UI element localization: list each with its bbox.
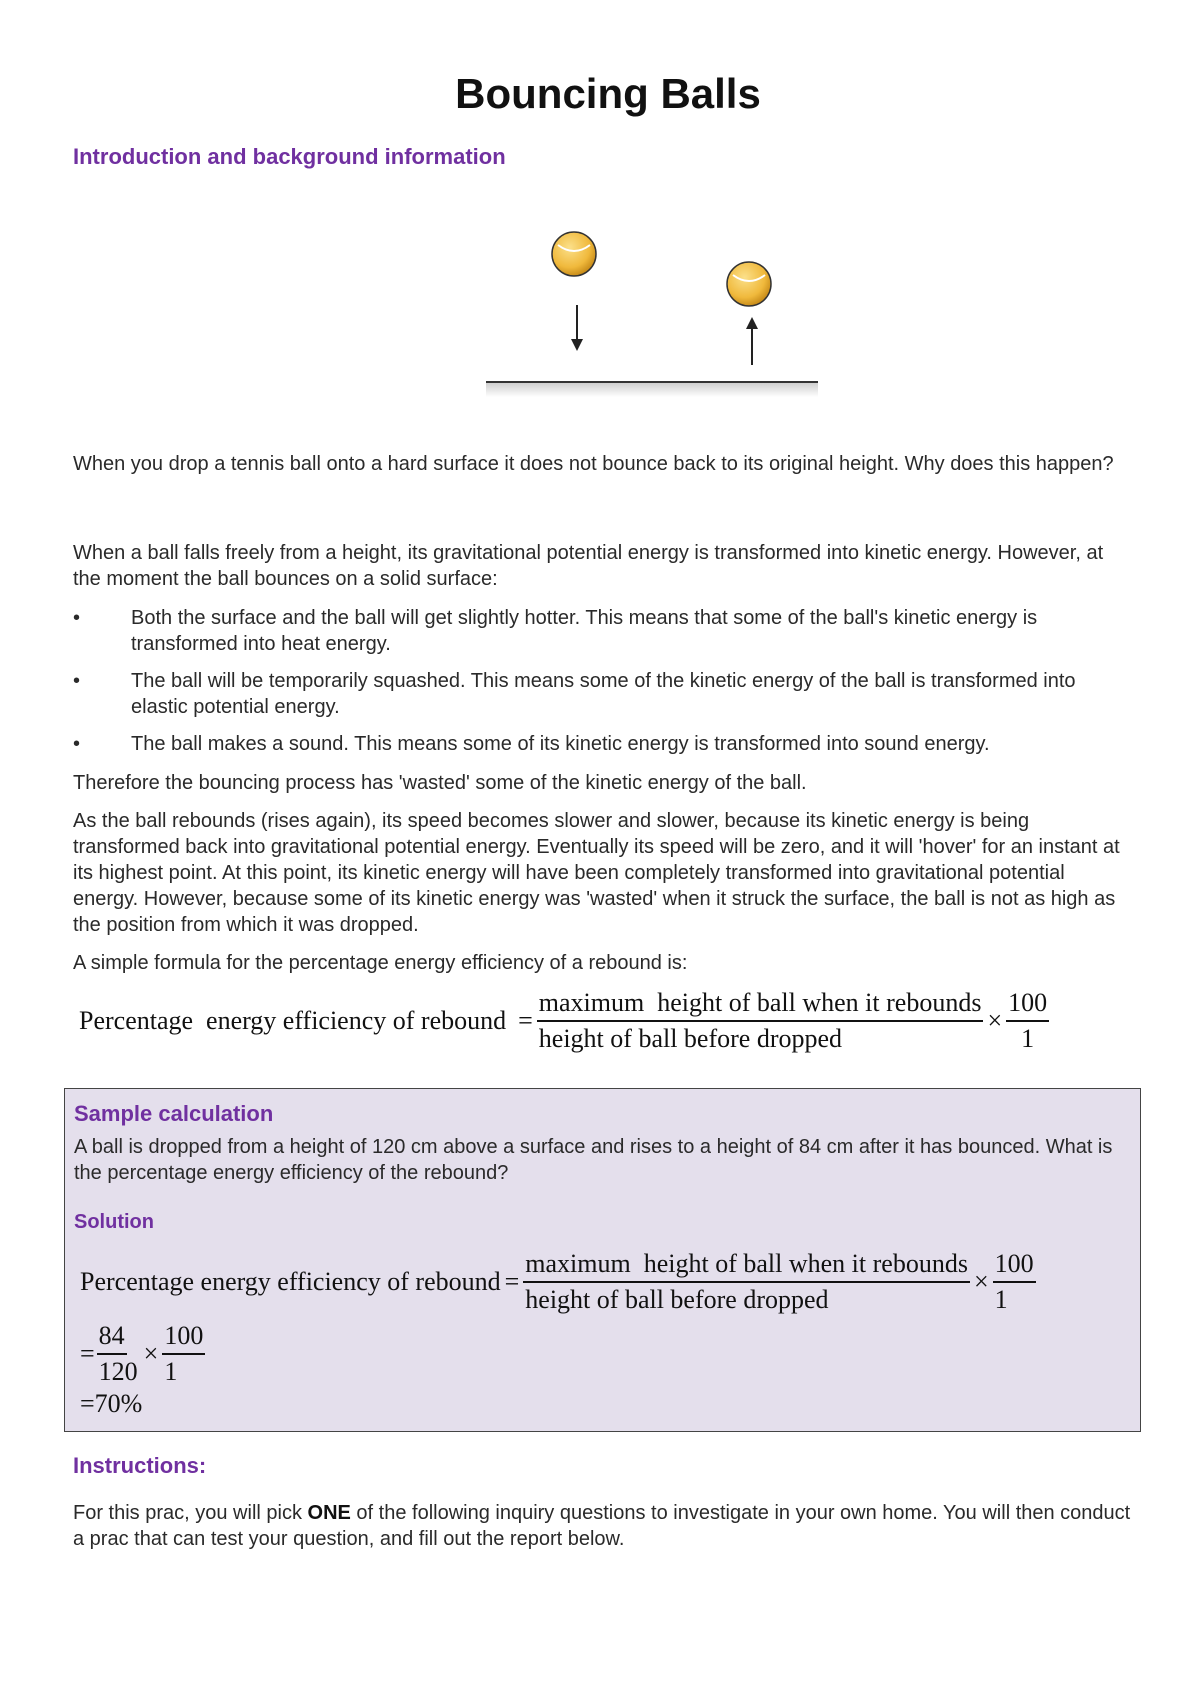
intro-heading: Introduction and background information bbox=[73, 144, 506, 169]
paragraph-1: When you drop a tennis ball onto a hard surface it does not bounce back to its original height. Why does this happen? bbox=[73, 453, 1114, 475]
bullet-glyph: • bbox=[73, 607, 81, 629]
instructions-text: For this prac, you will pick ONE of the following inquiry questions to investigate in your own home. You will then conduct a prac that can test your question, and fill out the report below. bbox=[73, 1502, 1131, 1550]
surface-shadow bbox=[486, 383, 818, 397]
bullet-glyph: • bbox=[73, 733, 81, 755]
bullet-glyph: • bbox=[73, 670, 81, 692]
formula-den2: 1 bbox=[1021, 1024, 1035, 1053]
paragraph-3: Therefore the bouncing process has 'wasted' some of the kinetic energy of the ball. bbox=[73, 772, 807, 794]
sample-text: A ball is dropped from a height of 120 cm above a surface and rises to a height of 84 cm after it has bounced. What is the percentage energy efficiency of the rebound? bbox=[74, 1136, 1113, 1184]
solution-heading: Solution bbox=[74, 1211, 154, 1233]
solution-step-equals: = bbox=[80, 1339, 95, 1368]
bullet-list bbox=[73, 605, 1133, 768]
falling-ball-icon bbox=[552, 232, 596, 276]
solution-formula-lhs: Percentage energy efficiency of rebound bbox=[80, 1267, 501, 1296]
solution-step-num2: 100 bbox=[162, 1321, 205, 1355]
formula-main-fraction bbox=[537, 988, 984, 1054]
solution-formula-equals: = bbox=[504, 1267, 520, 1296]
solution-step-den2: 1 bbox=[164, 1357, 178, 1386]
solution-numerator: maximum height of ball when it rebounds bbox=[523, 1249, 970, 1283]
paragraph-2: When a ball falls freely from a height, its gravitational potential energy is transformed into kinetic energy. However, at the moment the ball bounces on a solid surface: bbox=[73, 542, 1104, 590]
instructions-heading: Instructions: bbox=[73, 1453, 207, 1478]
formula-lhs: Percentage energy efficiency of rebound bbox=[79, 1006, 507, 1035]
solution-step-den: 120 bbox=[98, 1357, 138, 1386]
formula-percent-fraction bbox=[1006, 988, 1049, 1054]
formula-num2: 100 bbox=[1006, 988, 1049, 1022]
bullet-item: • The ball makes a sound. This means some of its kinetic energy is transformed into sound energy. bbox=[73, 733, 990, 755]
paragraph-5: A simple formula for the percentage energy efficiency of a rebound is: bbox=[73, 952, 688, 974]
sample-heading: Sample calculation bbox=[74, 1101, 274, 1126]
formula-times: × bbox=[987, 1006, 1003, 1035]
bouncing-ball-diagram bbox=[408, 215, 818, 415]
solution-formula bbox=[80, 1249, 1036, 1315]
down-arrow-icon bbox=[571, 305, 583, 351]
paragraph-4: As the ball rebounds (rises again), its speed becomes slower and slower, because its kinetic energy is being transformed back into gravitational potential energy. Eventually its speed will be zero, and it will 'hover' for an instant at its highest point. At this point, its kinetic energy will have been completely transformed into gravitational potential energy. However, because some of its kinetic energy was 'wasted' when it struck the surface, the ball is not as high as the position from which it was dropped. bbox=[73, 810, 1120, 936]
rising-ball-icon bbox=[727, 262, 771, 306]
sample-calculation-box bbox=[64, 1088, 1141, 1432]
solution-step bbox=[80, 1321, 205, 1387]
solution-percent-fraction bbox=[993, 1249, 1036, 1315]
solution-step-percent-fraction bbox=[162, 1321, 205, 1387]
formula-numerator: maximum height of ball when it rebounds bbox=[537, 988, 984, 1022]
formula-denominator: height of ball before dropped bbox=[538, 1024, 843, 1053]
instructions-emphasis: ONE bbox=[307, 1502, 351, 1524]
solution-times: × bbox=[973, 1267, 989, 1296]
solution-step-times: × bbox=[143, 1339, 159, 1368]
formula-equals: = bbox=[518, 1006, 533, 1035]
bullet-item: • The ball will be temporarily squashed. This means some of the kinetic energy of the ball is transformed into elastic potential energy. bbox=[73, 670, 1076, 718]
solution-denominator: height of ball before dropped bbox=[525, 1285, 829, 1314]
solution-main-fraction bbox=[523, 1249, 970, 1315]
solution-num2: 100 bbox=[993, 1249, 1036, 1283]
solution-result: =70% bbox=[80, 1389, 143, 1418]
efficiency-formula bbox=[79, 988, 1049, 1054]
solution-step-num: 84 bbox=[97, 1321, 127, 1355]
page-title: Bouncing Balls bbox=[455, 70, 761, 117]
bullet-item: • Both the surface and the ball will get slightly hotter. This means that some of the ball's kinetic energy is transformed into heat energy. bbox=[73, 607, 1038, 655]
up-arrow-icon bbox=[746, 317, 758, 365]
solution-step-fraction bbox=[97, 1321, 140, 1387]
solution-den2: 1 bbox=[994, 1285, 1008, 1314]
